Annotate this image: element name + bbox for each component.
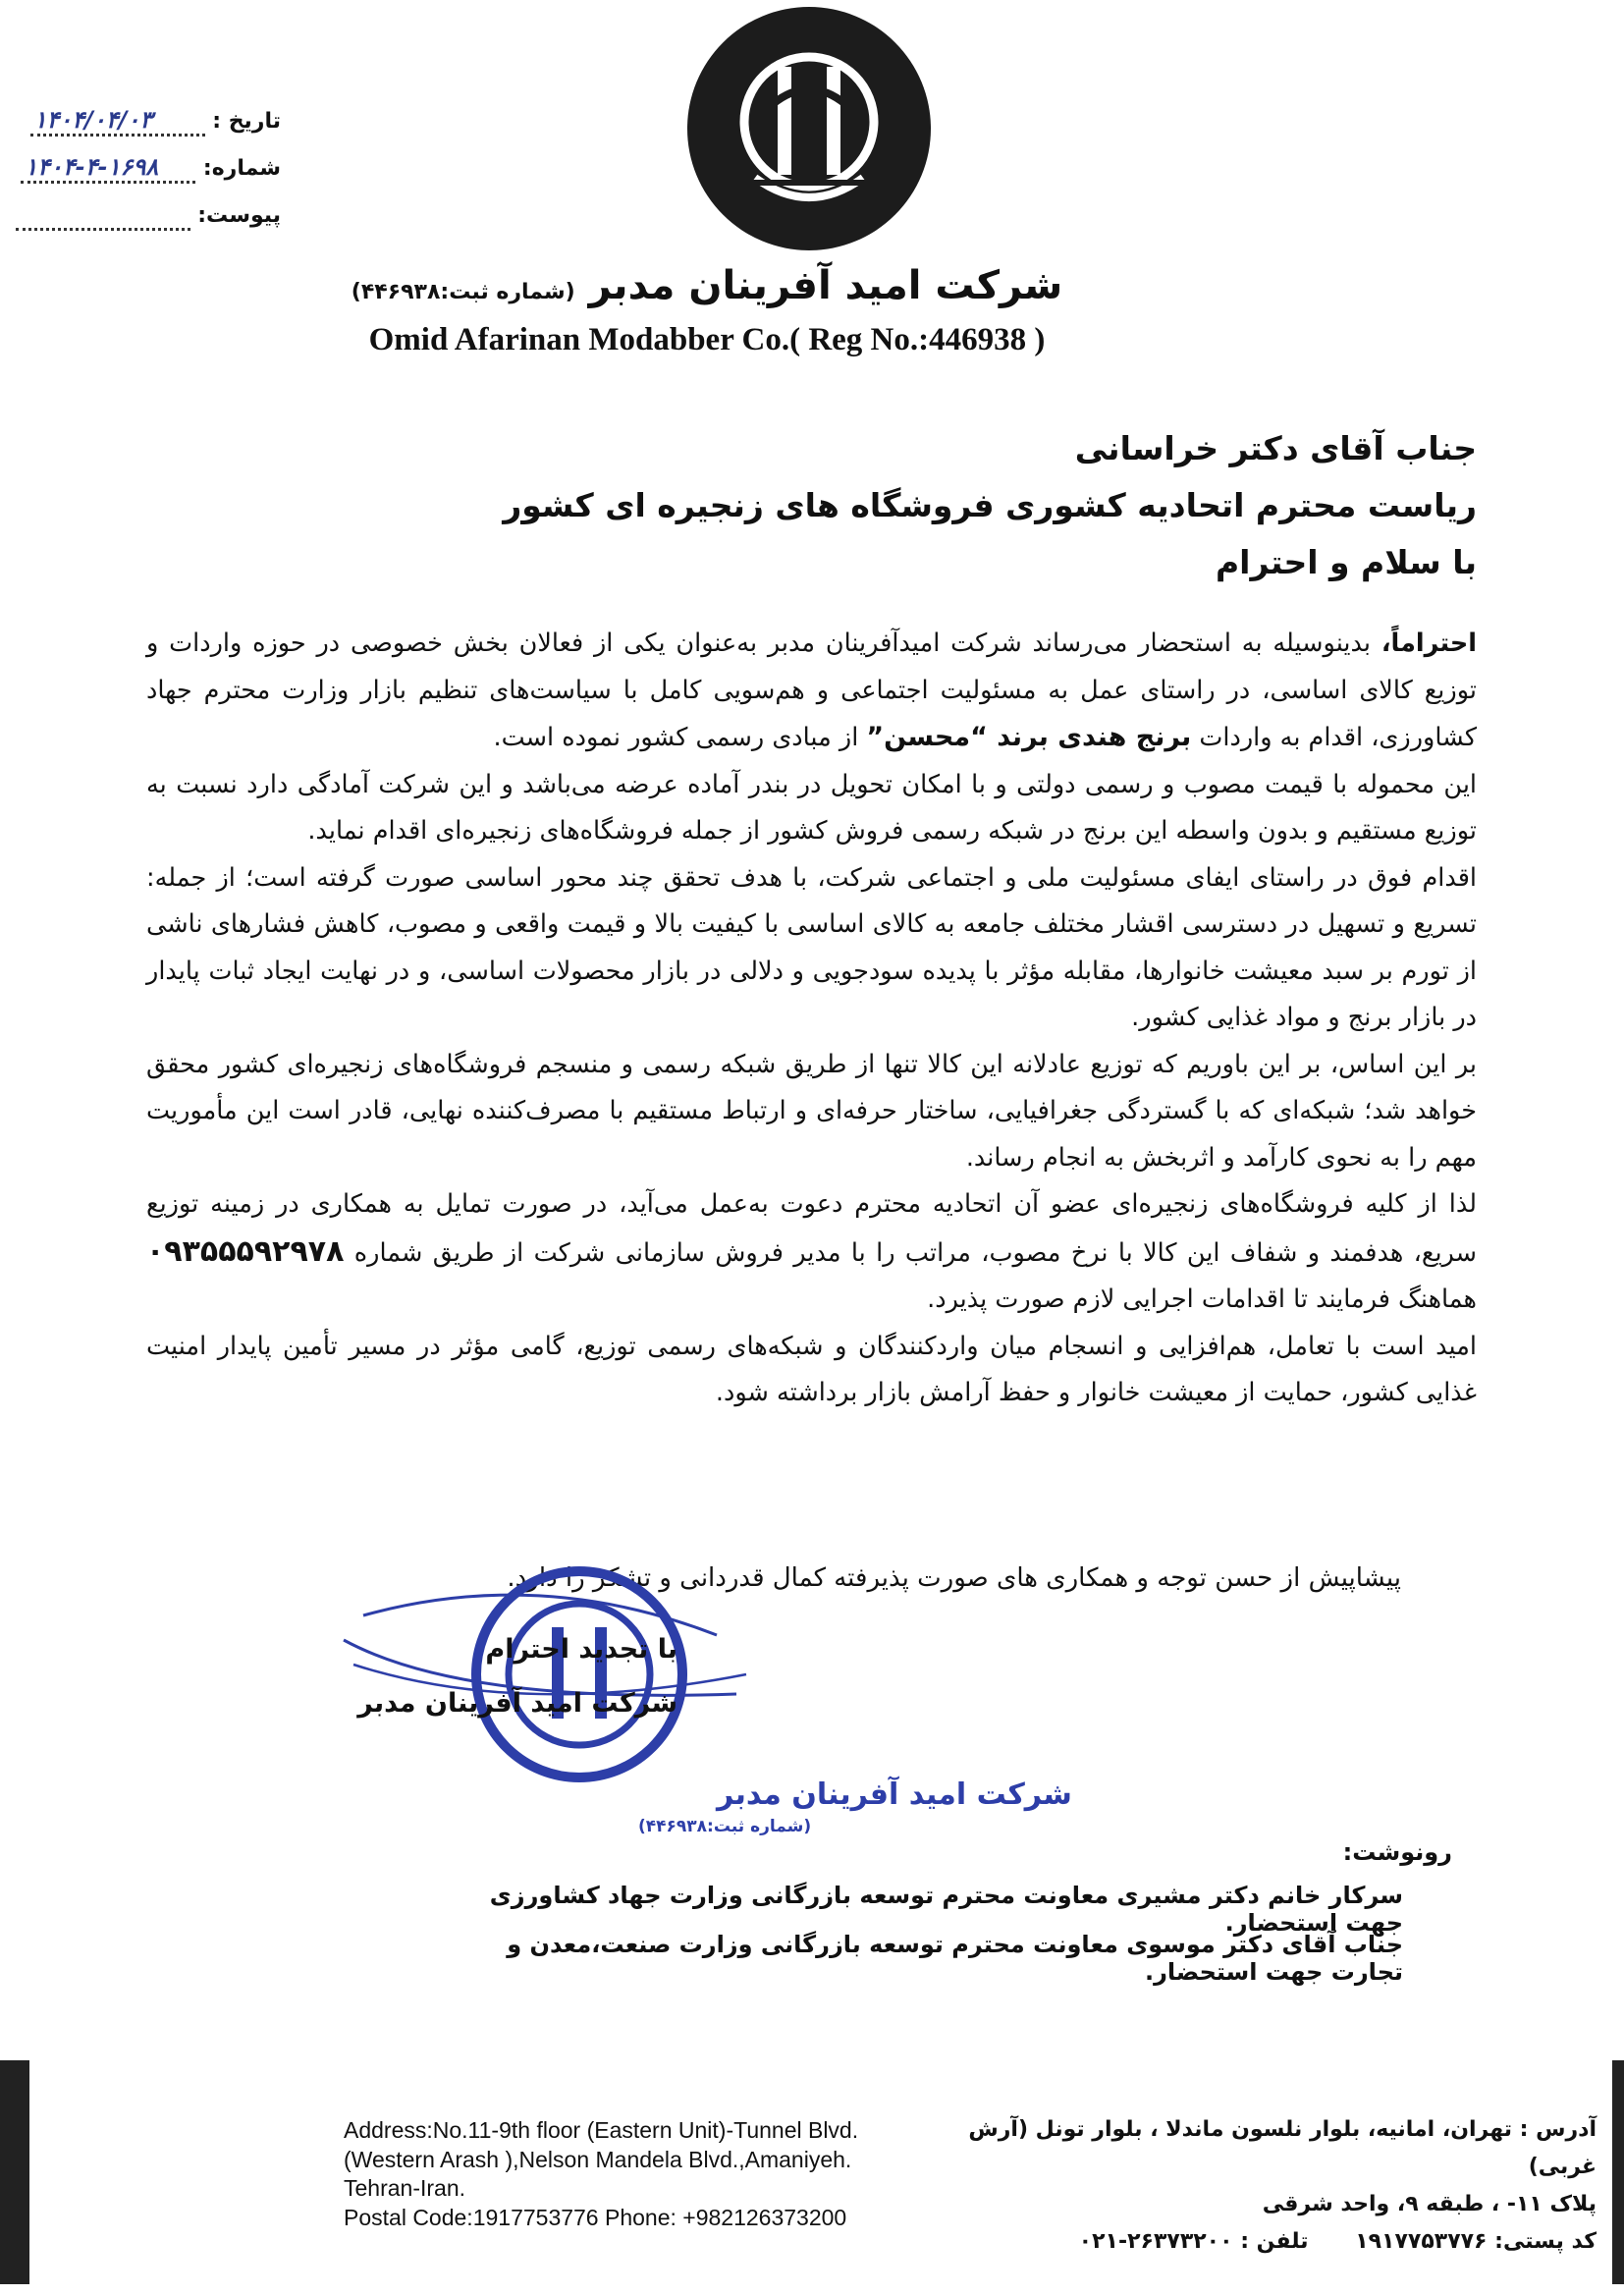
body-paragraph-2: این محموله با قیمت مصوب و رسمی دولتی و با امکان تحویل در بندر آماده عرضه می‌باشد و این شرکت آمادگی دارد نسبت به توزیع مستقیم و بدون واسطه این برنج در شبکه رسمی فروش کشور از جمله فروشگاه‌های زنجیره‌ای اقدام نماید.: [146, 769, 1477, 846]
number-value: ۱۴۰۴-۴-۱۶۹۸: [21, 153, 195, 184]
salutation: با سلام و احترام: [1215, 543, 1477, 581]
body-lead: احتراماً،: [1380, 629, 1477, 658]
cc-item-text: جناب آقای دکتر موسوی معاونت محترم توسعه بازرگانی وزارت صنعت،معدن و تجارت جهت استحضار.: [507, 1931, 1403, 1986]
body-p5-b: هماهنگ فرمایند تا اقدامات اجرایی لازم صورت پذیرد.: [927, 1285, 1477, 1314]
closing-line: پیشاپیش از حسن توجه و همکاری های صورت پذیرفته کمال قدردانی و تشکر را دارد.: [507, 1563, 1401, 1593]
number-label: شماره:: [202, 156, 281, 181]
body-paragraph-6: امید است با تعامل، هم‌افزایی و انسجام میان واردکنندگان و شبکه‌های رسمی توزیع، گامی مؤثر در مسیر تأمین پایدار امنیت غذایی کشور، حمایت از معیشت خانوار و حفظ آرامش بازار برداشته شود.: [146, 1331, 1477, 1407]
cc-title: رونوشت:: [1342, 1838, 1452, 1866]
registration-fa: (شماره ثبت:۴۴۶۹۳۸): [351, 280, 575, 304]
footer-phone: تلفن : ۲۶۳۷۳۲۰۰-۰۲۱: [1078, 2229, 1309, 2254]
body-p1-a: بدینوسیله به استحضار می‌رساند شرکت امیدآفرینان مدبر به‌عنوان یکی از فعالان بخش خصوصی در حوزه واردات و توزیع کالای اساسی، در راستای عمل به مسئولیت اجتماعی و هم‌سویی کامل با سیاست‌های تنظیم بازار وزارت محترم جهاد کشاورزی، اقدام به واردات: [146, 629, 1477, 752]
footer-address-en: [344, 2116, 992, 2232]
body-paragraph-5: [146, 1181, 1477, 1324]
brand-name: برنج هندی برند “محسن”: [866, 722, 1192, 752]
signature-block: [324, 1622, 677, 1730]
addressee-name: جناب آقای دکتر خراسانی: [1074, 429, 1477, 467]
company-logo: [686, 6, 932, 251]
cc-item: [470, 1931, 1452, 1986]
date-row: [26, 106, 281, 153]
body-p1-b: از مبادی رسمی کشور نموده است.: [493, 723, 867, 752]
footer-en-line: Tehran-Iran.: [344, 2175, 466, 2201]
footer-fa-line: پلاک ۱۱- ، طبقه ۹، واحد شرقی: [1262, 2192, 1597, 2216]
footer-fa-contact: [968, 2223, 1597, 2261]
letter-body: [146, 621, 1477, 1417]
addressee-title: ریاست محترم اتحادیه کشوری فروشگاه های زنجیره ای کشور: [503, 486, 1477, 524]
footer-en-line: Postal Code:1917753776 Phone: +982126373200: [344, 2204, 847, 2230]
footer-right-bar: [1612, 2060, 1624, 2284]
company-name-en: Omid Afarinan Modabber Co.( Reg No.:446938 ): [368, 322, 1046, 357]
date-value: ۱۴۰۴/۰۴/۰۳: [30, 106, 205, 137]
stamp-registration: (شماره ثبت:۴۴۶۹۳۸): [638, 1817, 812, 1836]
footer-postal-code: کد پستی: ۱۹۱۷۷۵۳۷۷۶: [1355, 2229, 1597, 2254]
body-p5-a: لذا از کلیه فروشگاه‌های زنجیره‌ای عضو آن اتحادیه محترم دعوت به‌عمل می‌آید، در صورت تمایل به همکاری در زمینه توزیع سریع، هدفمند و شفاف این کالا با نرخ مصوب، مراتب را با مدیر فروش سازمانی شرکت از طریق شماره: [146, 1189, 1477, 1268]
company-title-fa: شرکت امید آفرینان مدبر: [588, 263, 1063, 308]
date-label: تاریخ :: [212, 109, 281, 134]
footer-fa-line: آدرس : تهران، امانیه، بلوار نلسون ماندلا ، بلوار تونل (آرش غربی): [968, 2117, 1597, 2179]
footer-en-line: Address:No.11-9th floor (Eastern Unit)-Tunnel Blvd.: [344, 2117, 859, 2143]
cc-item-text: سرکار خانم دکتر مشیری معاونت محترم توسعه بازرگانی وزارت جهاد کشاورزی جهت استحضار.: [489, 1882, 1403, 1937]
attachment-label: پیوست:: [197, 203, 281, 228]
sales-phone-number: ۰۹۳۵۵۵۹۲۹۷۸: [146, 1233, 345, 1269]
number-row: [26, 153, 281, 200]
letter-meta: [26, 106, 281, 247]
attachment-row: [26, 200, 281, 247]
footer-en-line: (Western Arash ),Nelson Mandela Blvd.,Amaniyeh.: [344, 2146, 852, 2172]
signature-line-2: شرکت امید آفرینان مدبر: [357, 1688, 677, 1719]
body-paragraph-3: اقدام فوق در راستای ایفای مسئولیت ملی و اجتماعی شرکت، با هدف تحقق چند محور اساسی صورت گرفته است؛ از جمله: تسریع و تسهیل در دسترسی اقشار مختلف جامعه به کالای اساسی با کیفیت بالا و قیمت واقعی و مصوب، کاهش فشارهای ناشی از تورم بر سبد معیشت خانوارها، مقابله مؤثر با پدیده سودجویی و دلالی در بازار محصولات اساسی، و در نهایت ایجاد ثبات پایدار در بازار برنج و مواد غذایی کشور.: [146, 862, 1477, 1032]
body-paragraph-1: [146, 621, 1477, 762]
company-name-fa: [295, 263, 1119, 308]
signature-line-1: با تجدید احترام: [485, 1634, 677, 1665]
addressee: [200, 420, 1477, 591]
body-paragraph-4: بر این اساس، بر این باوریم که توزیع عادلانه این کالا تنها از طریق شبکه رسمی و منسجم فروشگاه‌های زنجیره‌ای کشور محقق خواهد شد؛ شبکه‌ای که با گستردگی جغرافیایی، ساختار حرفه‌ای و ارتباط مستقیم با مصرف‌کننده نهایی، قادر است این مأموریت مهم را به نحوی کارآمد و اثربخش به انجام رساند.: [146, 1049, 1477, 1173]
footer-address-fa: [968, 2111, 1597, 2261]
stamp-text: شرکت امید آفرینان مدبر: [717, 1777, 1072, 1812]
cc-item: [470, 1882, 1452, 1937]
attachment-value: [16, 200, 190, 231]
cc-block: [470, 1838, 1452, 1986]
footer-left-bar: [0, 2060, 29, 2284]
